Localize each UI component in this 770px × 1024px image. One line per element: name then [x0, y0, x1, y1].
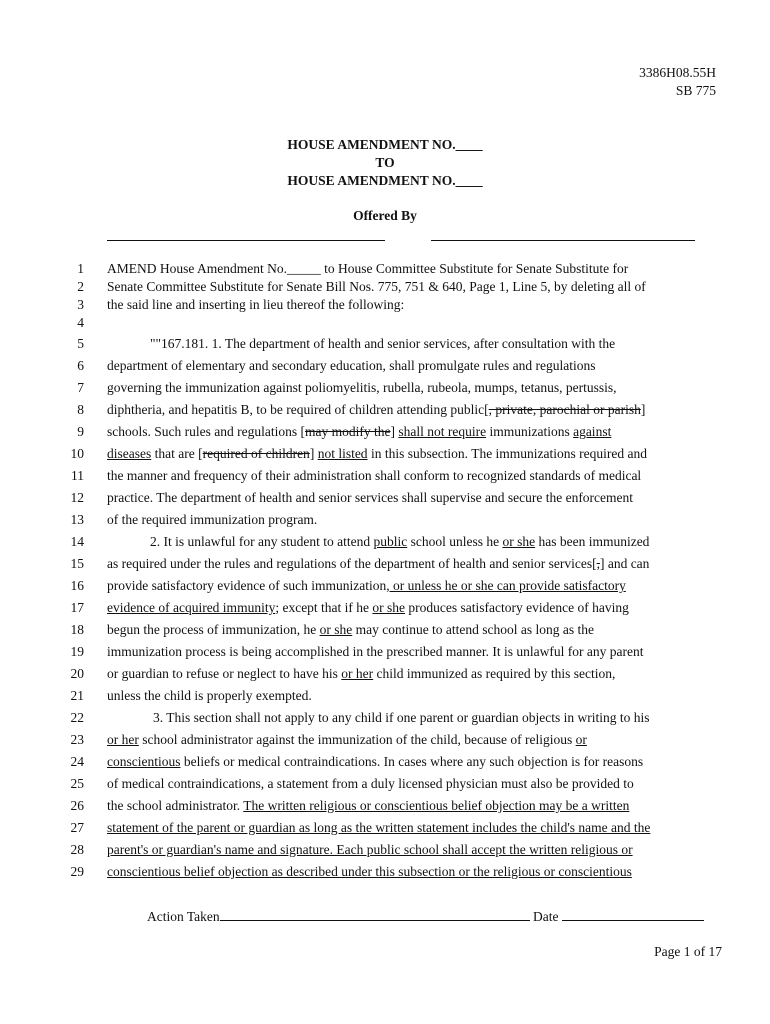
line-number: 27	[70, 820, 84, 835]
line-text	[107, 297, 404, 313]
text-segment: Senate Committee Substitute for Senate Bill Nos. 775, 751 & 640, Page 1, Line 5, by deleting all of	[107, 279, 646, 294]
line-text	[107, 380, 617, 396]
inserted-text: shall not require	[398, 424, 487, 439]
text-segment: ""167.181. 1. The department of health and senior services, after consultation with the	[150, 336, 616, 351]
line-text	[107, 666, 615, 682]
inserted-text: statement of the parent or guardian as long as the written statement includes the child's name and the	[107, 820, 651, 835]
line-text	[150, 534, 649, 550]
line-text	[107, 798, 629, 814]
line-text	[107, 578, 626, 594]
line-number: 26	[70, 798, 84, 813]
line-number: 1	[77, 261, 84, 276]
offered-by-label: Offered By	[353, 208, 417, 223]
inserted-text: public	[373, 534, 408, 549]
text-segment: provide satisfactory evidence of such immunization	[107, 578, 387, 593]
line-number: 20	[70, 666, 84, 681]
deleted-text: required of children	[202, 446, 310, 461]
text-segment: the school administrator.	[107, 798, 244, 813]
text-segment: [	[592, 556, 597, 571]
text-segment: governing the immunization against poliomyelitis, rubella, rubeola, mumps, tetanus, pertussis,	[107, 380, 617, 395]
text-segment: the manner and frequency of their administration shall conform to recognized standards of medical	[107, 468, 642, 483]
action-taken-row	[147, 908, 704, 925]
text-segment: [	[484, 402, 489, 417]
line-text	[107, 644, 643, 660]
text-segment: ; except that if he	[275, 600, 373, 615]
text-segment: or guardian to refuse or neglect to have his	[107, 666, 342, 681]
text-segment: AMEND House Amendment No._____ to House Committee Substitute for Senate Substitute for	[107, 261, 629, 276]
line-text	[107, 490, 633, 506]
text-segment: ]	[309, 446, 315, 461]
text-segment: of medical contraindications, a statement from a duly licensed physician must also be provided to	[107, 776, 634, 791]
line-text	[107, 279, 646, 295]
line-number: 21	[70, 688, 84, 703]
action-taken-blank	[220, 908, 530, 921]
line-text	[107, 732, 587, 748]
inserted-text: or her	[341, 666, 374, 681]
line-number: 19	[70, 644, 84, 659]
line-number: 16	[70, 578, 84, 593]
inserted-text: or she	[502, 534, 536, 549]
action-taken-label: Action Taken	[147, 909, 220, 924]
line-text	[107, 820, 650, 836]
line-number: 6	[77, 358, 84, 373]
text-segment: practice. The department of health and senior services shall supervise and secure the enforcement	[107, 490, 634, 505]
line-number: 24	[70, 754, 84, 769]
line-text	[107, 402, 645, 418]
deleted-text: ,	[596, 556, 600, 571]
text-segment: as required under the rules and regulations of the department of health and senior services	[107, 556, 593, 571]
line-number: 11	[71, 468, 84, 483]
line-text	[107, 622, 594, 638]
text-segment: school unless he	[407, 534, 503, 549]
inserted-text: The written religious or conscientious belief objection may be a written	[243, 798, 630, 813]
amendment-title-line-2: TO	[375, 155, 395, 170]
text-segment: [	[300, 424, 305, 439]
line-number: 5	[77, 336, 84, 351]
text-segment: schools. Such rules and regulations	[107, 424, 301, 439]
document-header	[639, 64, 716, 100]
sponsor-signature-line-left	[107, 240, 385, 241]
line-number: 29	[70, 864, 84, 879]
text-segment: produces satisfactory evidence of having	[405, 600, 629, 615]
line-text	[107, 864, 632, 880]
inserted-text: , or unless he or she can provide satisfactory	[386, 578, 626, 593]
line-number: 17	[70, 600, 84, 615]
text-segment: child immunized as required by this section,	[373, 666, 616, 681]
line-number: 8	[77, 402, 84, 417]
text-segment: may continue to attend school as long as the	[352, 622, 595, 637]
inserted-text: diseases	[107, 446, 152, 461]
line-text	[107, 776, 634, 792]
line-number: 2	[77, 279, 84, 294]
date-blank	[562, 908, 704, 921]
text-segment: 2. It is unlawful for any student to attend	[150, 534, 374, 549]
text-segment: has been immunized	[535, 534, 650, 549]
inserted-text: not listed	[317, 446, 368, 461]
bill-number: SB 775	[675, 83, 716, 98]
line-number: 23	[70, 732, 84, 747]
inserted-text: or her	[107, 732, 139, 747]
text-segment: and can	[604, 556, 650, 571]
inserted-text: against	[573, 424, 612, 439]
line-number: 3	[77, 297, 84, 312]
inserted-text: conscientious belief objection as described under this subsection or the religious or conscientious	[107, 864, 632, 879]
text-segment: school administrator against the immunization of the child, because of religious	[138, 732, 576, 747]
text-segment: that are	[151, 446, 199, 461]
date-label: Date	[533, 909, 559, 924]
line-number: 14	[70, 534, 84, 549]
deleted-text: may modify the	[304, 424, 391, 439]
deleted-text: , private, parochial or parish	[488, 402, 641, 417]
line-number: 28	[70, 842, 84, 857]
amendment-title-line-3: HOUSE AMENDMENT NO.____	[287, 173, 483, 188]
text-segment: the said line and inserting in lieu thereof the following:	[107, 297, 405, 312]
line-number: 15	[70, 556, 84, 571]
line-text	[107, 424, 611, 440]
line-text	[107, 600, 629, 616]
text-segment: immunizations	[486, 424, 574, 439]
line-text	[107, 512, 317, 528]
line-number: 10	[70, 446, 84, 461]
sponsor-signature-line-right	[431, 240, 695, 241]
text-segment: department of elementary and secondary education, shall promulgate rules and regulations	[107, 358, 596, 373]
document-code: 3386H08.55H	[639, 65, 716, 80]
line-number: 22	[70, 710, 84, 725]
text-segment: unless the child is properly exempted.	[107, 688, 312, 703]
text-segment: beliefs or medical contraindications. In cases where any such objection is for reasons	[180, 754, 644, 769]
text-segment: ]	[390, 424, 395, 439]
line-number: 18	[70, 622, 84, 637]
line-number: 25	[70, 776, 84, 791]
line-text	[107, 556, 649, 572]
line-text	[107, 754, 643, 770]
line-number: 4	[77, 315, 84, 330]
inserted-text: parent's or guardian's name and signature. Each public school shall accept the written religious or	[107, 842, 633, 857]
line-number: 12	[70, 490, 84, 505]
inserted-text: or	[575, 732, 587, 747]
page-number: Page 1 of 17	[654, 944, 722, 959]
amendment-title-line-1: HOUSE AMENDMENT NO.____	[287, 137, 483, 152]
text-segment: diphtheria, and hepatitis B, to be required of children attending public	[107, 402, 485, 417]
line-text	[107, 261, 628, 277]
inserted-text: conscientious	[107, 754, 181, 769]
line-text	[107, 358, 595, 374]
text-segment: immunization process is being accomplished in the prescribed manner. It is unlawful for any parent	[107, 644, 644, 659]
text-segment: ]	[599, 556, 605, 571]
line-text	[107, 446, 647, 462]
line-number: 7	[77, 380, 84, 395]
line-text	[150, 336, 615, 352]
text-segment: 3. This section shall not apply to any child if one parent or guardian objects in writing to his	[153, 710, 650, 725]
line-text	[107, 468, 641, 484]
line-number: 9	[77, 424, 84, 439]
text-segment: ]	[640, 402, 646, 417]
text-segment: [	[198, 446, 203, 461]
inserted-text: or she	[372, 600, 406, 615]
inserted-text: or she	[319, 622, 353, 637]
line-text	[153, 710, 650, 726]
line-text	[107, 842, 633, 858]
text-segment: of the required immunization program.	[107, 512, 318, 527]
text-segment: begun the process of immunization, he	[107, 622, 320, 637]
text-segment: in this subsection. The immunizations required and	[367, 446, 648, 461]
line-number: 13	[70, 512, 84, 527]
line-text	[107, 688, 312, 704]
inserted-text: evidence of acquired immunity	[107, 600, 276, 615]
